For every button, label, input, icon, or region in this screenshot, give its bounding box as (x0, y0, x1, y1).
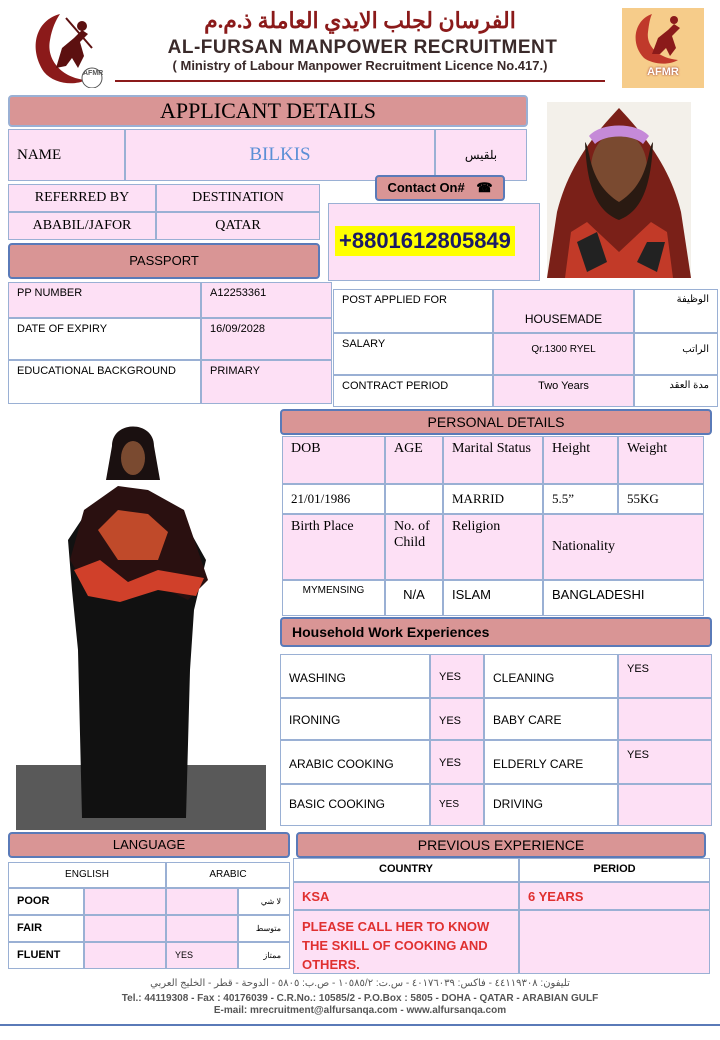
personal-value: N/A (385, 580, 443, 616)
previous-note: PLEASE CALL HER TO KNOW THE SKILL OF COOKING AND OTHERS. (293, 910, 519, 974)
personal-header: No. of Child (385, 514, 443, 580)
logo-small-text: AFMR (83, 70, 104, 77)
applicant-portrait-photo (547, 102, 691, 278)
referred-by-label: REFERRED BY (8, 184, 156, 212)
post-row-arabic: مدة العقد (634, 375, 718, 407)
header (0, 0, 720, 92)
licence-text: ( Ministry of Labour Manpower Recruitment Licence No.417.) (172, 58, 548, 73)
language-level-arabic: ممتاز (238, 942, 290, 969)
personal-value: BANGLADESHI (543, 580, 704, 616)
language-arabic-value: YES (166, 942, 238, 969)
passport-row-label: PP NUMBER (8, 282, 201, 318)
passport-row-value: A12253361 (201, 282, 332, 318)
footer-contact-line: Tel.: 44119308 - Fax : 40176039 - C.R.No.: 10585/2 - P.O.Box : 5805 - DOHA - QATAR - ARABIAN GULF (121, 993, 599, 1004)
previous-col-header: PERIOD (519, 858, 710, 882)
contact-number[interactable]: +8801612805849 (335, 226, 515, 256)
post-row-value: HOUSEMADE (493, 289, 634, 333)
personal-value: MYMENSING (282, 580, 385, 616)
household-task: WASHING (280, 654, 430, 698)
previous-experience-title: PREVIOUS EXPERIENCE (296, 832, 706, 858)
post-row-label: CONTRACT PERIOD (333, 375, 493, 407)
household-table (280, 654, 712, 826)
afmr-logo-label: AFMR (647, 66, 679, 78)
company-arabic-name: الفرسان لجلب الايدي العاملة ذ.م.م (204, 8, 516, 33)
personal-header: Weight (618, 436, 704, 484)
personal-header: Nationality (543, 514, 704, 580)
language-level: POOR (8, 888, 84, 915)
phone-icon: ☎ (476, 180, 493, 195)
personal-value: ISLAM (443, 580, 543, 616)
household-task-value: YES (430, 740, 484, 784)
language-arabic-value (166, 915, 238, 942)
passport-row-label: EDUCATIONAL BACKGROUND (8, 360, 201, 404)
personal-details-table (280, 436, 704, 618)
passport-row-value: 16/09/2028 (201, 318, 332, 360)
post-row-value: Two Years (493, 375, 634, 407)
personal-details-title: PERSONAL DETAILS (280, 409, 712, 435)
post-row-label: SALARY (333, 333, 493, 375)
contact-label: Contact On# (387, 180, 465, 195)
bottom-rule (0, 1024, 720, 1026)
household-task: CLEANING (484, 654, 618, 698)
household-task-value: YES (430, 698, 484, 740)
household-task-value: YES (430, 654, 484, 698)
previous-country: KSA (293, 882, 519, 910)
applicant-name: BILKIS (125, 129, 435, 181)
post-row-arabic: الراتب (634, 333, 718, 375)
personal-header: DOB (282, 436, 385, 484)
personal-header: Birth Place (282, 514, 385, 580)
household-task-value: YES (618, 654, 712, 698)
header-rule (115, 80, 605, 82)
personal-value: 5.5” (543, 484, 618, 514)
contact-box (328, 203, 540, 281)
personal-header: Height (543, 436, 618, 484)
household-task: DRIVING (484, 784, 618, 826)
language-level-arabic: لا شي (238, 888, 290, 915)
applicant-full-photo (8, 410, 278, 830)
applicant-name-arabic: بلقيس (435, 129, 527, 181)
previous-experience-table (293, 858, 710, 974)
destination-label: DESTINATION (156, 184, 320, 212)
language-col-header: ARABIC (166, 862, 290, 888)
passport-row-value: PRIMARY (201, 360, 332, 404)
personal-value: 55KG (618, 484, 704, 514)
previous-period: 6 YEARS (519, 882, 710, 910)
personal-header: Marital Status (443, 436, 543, 484)
language-title: LANGUAGE (8, 832, 290, 858)
household-title: Household Work Experiences (280, 617, 712, 647)
language-level-arabic: متوسط (238, 915, 290, 942)
previous-note-blank (519, 910, 710, 974)
language-english-value (84, 915, 166, 942)
household-task: ELDERLY CARE (484, 740, 618, 784)
post-row-value: Qr.1300 RYEL (493, 333, 634, 375)
name-label: NAME (8, 129, 125, 181)
previous-col-header: COUNTRY (293, 858, 519, 882)
passport-title: PASSPORT (8, 243, 320, 279)
referred-by-value: ABABIL/JAFOR (8, 212, 156, 240)
personal-header: Religion (443, 514, 543, 580)
personal-value: 21/01/1986 (282, 484, 385, 514)
footer-arabic: تليفون: ٤٤١١٩٣٠٨ - فاكس: ٤٠١٧٦٠٣٩ - س.ت: ١٠٥٨٥/٢ - ص.ب: ٥٨٠٥ - الدوحة - قطر - الخليج العربي (150, 978, 570, 989)
household-task: ARABIC COOKING (280, 740, 430, 784)
household-task: IRONING (280, 698, 430, 740)
household-task: BASIC COOKING (280, 784, 430, 826)
language-col-header: ENGLISH (8, 862, 166, 888)
post-row-arabic: الوظيفة (634, 289, 718, 333)
language-level: FLUENT (8, 942, 84, 969)
destination-value: QATAR (156, 212, 320, 240)
applicant-details-title: APPLICANT DETAILS (8, 95, 528, 127)
language-english-value (84, 942, 166, 969)
horse-rider-logo-icon (622, 8, 704, 68)
passport-row-label: DATE OF EXPIRY (8, 318, 201, 360)
company-english-name: AL-FURSAN MANPOWER RECRUITMENT (167, 37, 558, 58)
contact-label-box (375, 175, 505, 201)
footer-email-line[interactable]: E-mail: mrecruitment@alfursanqa.com - www.alfursanqa.com (213, 1005, 507, 1016)
household-task-value: YES (430, 784, 484, 826)
personal-value: MARRID (443, 484, 543, 514)
household-task-value (618, 698, 712, 740)
personal-header: AGE (385, 436, 443, 484)
language-english-value (84, 888, 166, 915)
household-task: BABY CARE (484, 698, 618, 740)
footer (10, 978, 710, 1018)
personal-value (385, 484, 443, 514)
language-level: FAIR (8, 915, 84, 942)
language-table (8, 862, 290, 970)
household-task-value (618, 784, 712, 826)
household-task-value: YES (618, 740, 712, 784)
afmr-logo (622, 8, 704, 88)
language-arabic-value (166, 888, 238, 915)
post-row-label: POST APPLIED FOR (333, 289, 493, 333)
